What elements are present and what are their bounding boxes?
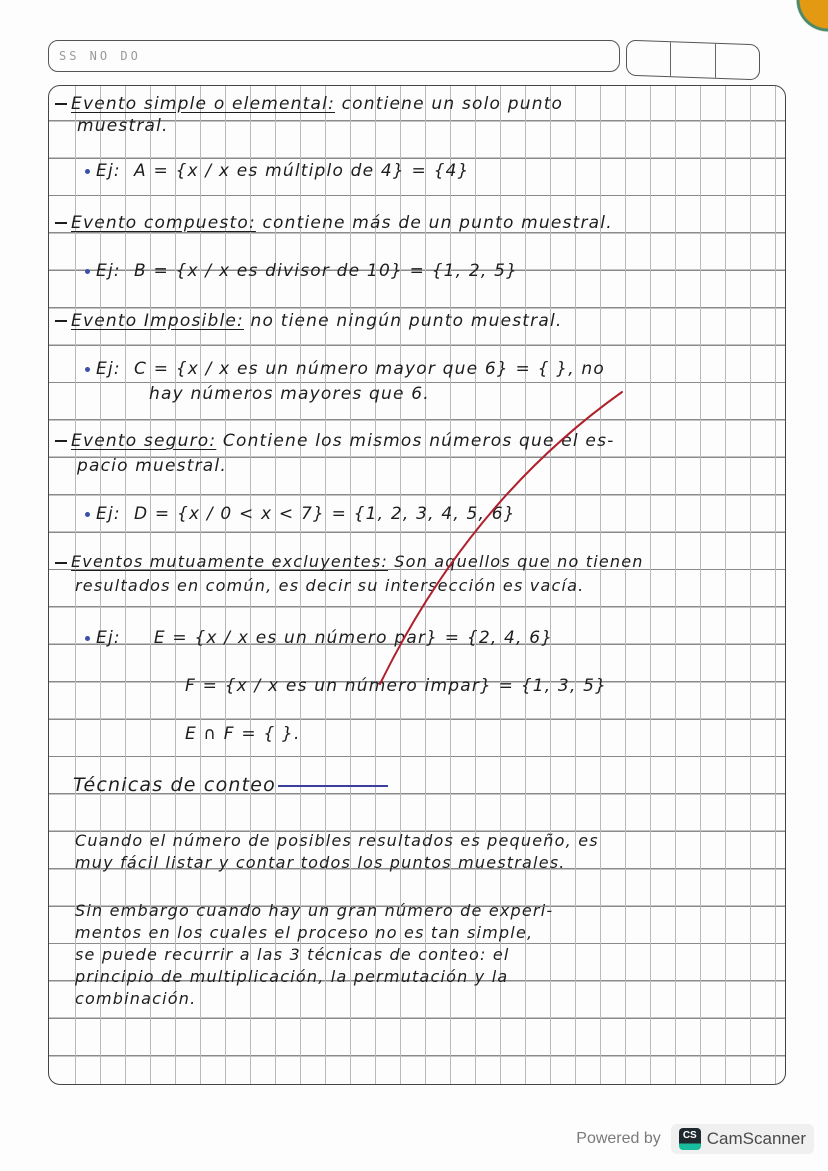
example-label: Ej: — [96, 359, 121, 379]
date-placeholder: SS NO DO — [59, 49, 141, 63]
paragraph-2-line-2: mentos en los cuales el proceso no es tan simple, — [75, 923, 534, 942]
example-text: A = {x / x es múltiplo de 4} = {4} — [134, 161, 470, 181]
definition-text: no tiene ningún punto muestral. — [243, 311, 563, 331]
definition-simple-cont: muestral. — [77, 116, 169, 136]
bullet-icon — [85, 269, 90, 274]
bullet-icon — [85, 367, 90, 372]
example-imposible — [85, 359, 605, 379]
example-text: E = {x / x es un número par} = {2, 4, 6} — [153, 628, 554, 648]
camscanner-logo-icon: CS — [679, 1128, 701, 1150]
term-seguro: Evento seguro: — [71, 431, 217, 451]
dash-marker — [55, 440, 67, 442]
paragraph-2-line-5: combinación. — [75, 989, 197, 1008]
paragraph-2-line-4: principio de multiplicación, la permutación y la — [75, 967, 509, 986]
definition-simple — [55, 94, 563, 114]
definition-text: contiene un solo punto — [335, 94, 564, 114]
definition-imposible — [55, 311, 563, 331]
example-text: D = {x / 0 < x < 7} = {1, 2, 3, 4, 5, 6} — [134, 504, 516, 524]
paragraph-1-line-1: Cuando el número de posibles resultados es pequeño, es — [75, 831, 599, 850]
example-label: Ej: — [96, 161, 121, 181]
definition-seguro-cont: pacio muestral. — [77, 456, 227, 476]
header-box-cell — [671, 42, 715, 78]
camscanner-badge — [671, 1124, 814, 1154]
bullet-icon — [85, 169, 90, 174]
date-header-field — [48, 40, 620, 72]
example-intersection: E ∩ F = { }. — [185, 724, 301, 744]
heading-text: Técnicas de conteo — [73, 774, 277, 796]
definition-excluyentes-cont: resultados en común, es decir su intersección es vacía. — [75, 576, 585, 595]
bullet-icon — [85, 512, 90, 517]
example-label: Ej: — [96, 261, 121, 281]
term-simple: Evento simple o elemental: — [71, 94, 335, 114]
header-boxes — [626, 40, 760, 81]
dash-marker — [55, 320, 67, 322]
definition-seguro — [55, 431, 614, 451]
example-text: C = {x / x es un número mayor que 6} = { }, no — [134, 359, 606, 379]
dash-marker — [55, 222, 67, 224]
paragraph-2-line-1: Sin embargo cuando hay un gran número de experi- — [75, 901, 554, 920]
paragraph-1-line-2: muy fácil listar y contar todos los puntos muestrales. — [75, 853, 566, 872]
paragraph-2-line-3: se puede recurrir a las 3 técnicas de conteo: el — [75, 945, 510, 964]
example-label: Ej: — [96, 504, 121, 524]
heading-underline — [278, 785, 388, 787]
header-box-cell — [716, 44, 759, 80]
example-imposible-cont: hay números mayores que 6. — [149, 384, 430, 404]
dash-marker — [55, 103, 67, 105]
definition-text: contiene más de un punto muestral. — [255, 213, 613, 233]
page-corner-decoration — [788, 0, 828, 36]
example-seguro — [85, 504, 516, 524]
example-simple — [85, 161, 470, 181]
term-excluyentes: Eventos mutuamente excluyentes: — [71, 552, 388, 571]
powered-by-text: Powered by — [576, 1130, 661, 1147]
section-heading-tecnicas — [73, 774, 388, 796]
bullet-icon — [85, 636, 90, 641]
definition-compuesto — [55, 213, 613, 233]
definition-text: Son aquellos que no tienen — [387, 552, 644, 571]
definition-text: Contiene los mismos números que el es- — [216, 431, 615, 451]
header-box-cell — [627, 41, 671, 77]
example-compuesto — [85, 261, 518, 281]
dash-marker — [55, 562, 67, 564]
example-text: B = {x / x es divisor de 10} = {1, 2, 5} — [134, 261, 519, 281]
notebook-sheet — [48, 85, 786, 1085]
definition-excluyentes — [55, 552, 644, 571]
example-excluyentes-f: F = {x / x es un número impar} = {1, 3, 5} — [185, 676, 608, 696]
example-label: Ej: — [96, 628, 121, 648]
example-excluyentes-e — [85, 628, 553, 648]
term-compuesto: Evento compuesto: — [71, 213, 256, 233]
term-imposible: Evento Imposible: — [71, 311, 244, 331]
camscanner-brand: CamScanner — [706, 1129, 806, 1148]
camscanner-watermark — [576, 1124, 814, 1154]
